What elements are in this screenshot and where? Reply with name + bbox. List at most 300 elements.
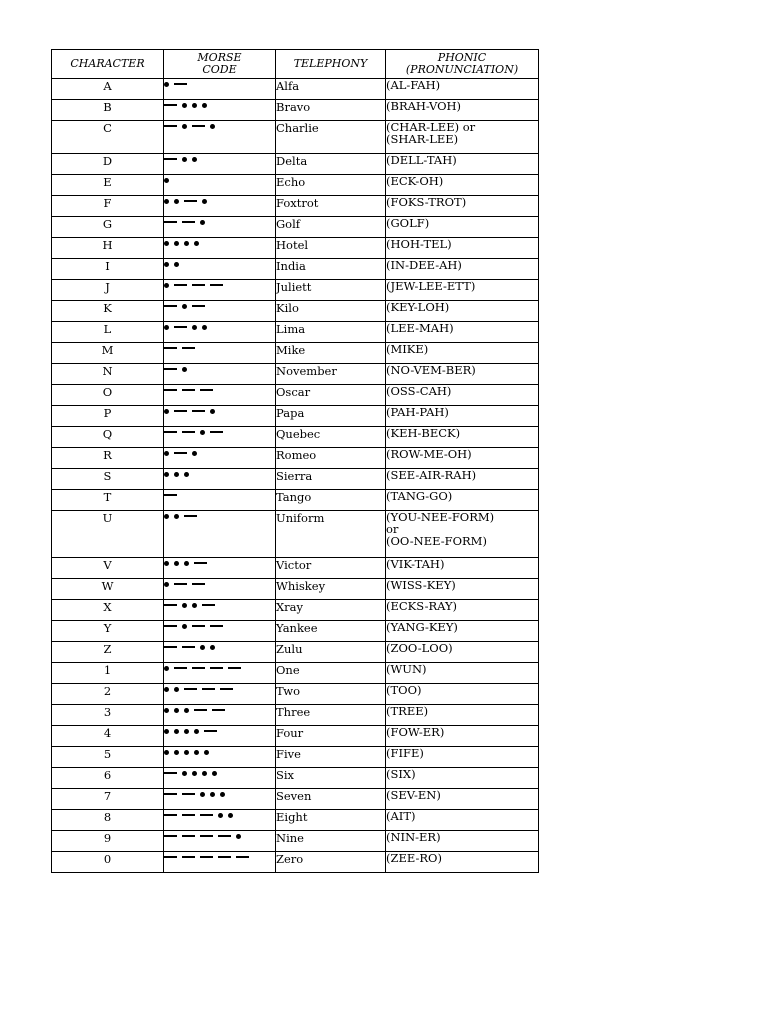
phonic-cell [386, 406, 539, 427]
morse-code-table [51, 49, 539, 873]
morse-dash-icon [184, 688, 197, 690]
morse-dot-icon [164, 750, 169, 755]
phonic-line: (LEE-MAH) [386, 321, 454, 335]
morse-dot-icon [164, 472, 169, 477]
telephony-cell: Foxtrot [276, 196, 386, 217]
table-row [52, 558, 539, 579]
phonic-line: (TANG-GO) [386, 489, 453, 503]
morse-code-symbols [164, 579, 275, 589]
morse-code-symbols [164, 511, 275, 521]
morse-dash-icon [164, 104, 177, 106]
morse-dash-icon [210, 431, 223, 433]
telephony-cell: Eight [276, 810, 386, 831]
telephony-cell: Seven [276, 789, 386, 810]
morse-dash-icon [236, 856, 249, 858]
morse-dot-icon [236, 834, 241, 839]
phonic-line: (FIFE) [386, 746, 424, 760]
phonic-cell [386, 100, 539, 121]
morse-dash-icon [192, 583, 205, 585]
telephony-cell: Uniform [276, 511, 386, 558]
morse-dot-icon [182, 603, 187, 608]
phonic-line: (KEH-BECK) [386, 426, 461, 440]
morse-dot-icon [164, 82, 169, 87]
phonic-line: (TREE) [386, 704, 429, 718]
telephony-cell: Three [276, 705, 386, 726]
morse-dot-icon [164, 582, 169, 587]
phonic-line: or [386, 522, 399, 536]
phonic-line: (OSS-CAH) [386, 384, 452, 398]
telephony-cell: Oscar [276, 385, 386, 406]
morse-dot-icon [164, 283, 169, 288]
morse-dash-icon [212, 709, 225, 711]
morse-dash-icon [218, 856, 231, 858]
morse-code-cell [164, 259, 276, 280]
telephony-cell: Whiskey [276, 579, 386, 600]
table-row [52, 364, 539, 385]
morse-code-cell [164, 642, 276, 663]
morse-code-symbols [164, 448, 275, 458]
morse-dash-icon [184, 200, 197, 202]
morse-dot-icon [200, 792, 205, 797]
morse-dash-icon [192, 125, 205, 127]
table-row [52, 684, 539, 705]
morse-dot-icon [174, 514, 179, 519]
morse-code-symbols [164, 684, 275, 694]
telephony-cell: Papa [276, 406, 386, 427]
morse-dot-icon [210, 409, 215, 414]
header-morse-code [164, 50, 276, 79]
phonic-cell [386, 322, 539, 343]
telephony-cell: Romeo [276, 448, 386, 469]
morse-dot-icon [202, 325, 207, 330]
morse-code-cell [164, 121, 276, 154]
telephony-cell: Four [276, 726, 386, 747]
phonic-line: (FOKS-TROT) [386, 195, 467, 209]
morse-dash-icon [164, 604, 177, 606]
morse-dash-icon [182, 221, 195, 223]
phonic-cell [386, 705, 539, 726]
character-cell: I [52, 259, 164, 280]
morse-dash-icon [174, 326, 187, 328]
morse-dot-icon [200, 430, 205, 435]
character-cell: 9 [52, 831, 164, 852]
morse-dot-icon [202, 771, 207, 776]
character-cell: C [52, 121, 164, 154]
morse-code-symbols [164, 196, 275, 206]
morse-dot-icon [192, 157, 197, 162]
morse-code-symbols [164, 490, 275, 500]
phonic-cell [386, 238, 539, 259]
morse-dash-icon [200, 814, 213, 816]
table-row [52, 726, 539, 747]
morse-dash-icon [174, 284, 187, 286]
morse-dash-icon [164, 389, 177, 391]
morse-dash-icon [164, 431, 177, 433]
phonic-line: (AIT) [386, 809, 416, 823]
morse-dash-icon [210, 284, 223, 286]
phonic-line: (ECKS-RAY) [386, 599, 458, 613]
character-cell: A [52, 79, 164, 100]
character-cell: O [52, 385, 164, 406]
character-cell: 5 [52, 747, 164, 768]
morse-dash-icon [200, 389, 213, 391]
table-row [52, 469, 539, 490]
morse-code-cell [164, 301, 276, 322]
morse-dot-icon [164, 241, 169, 246]
morse-code-cell [164, 364, 276, 385]
morse-code-symbols [164, 831, 275, 841]
phonic-line: (CHAR-LEE) or [386, 120, 476, 134]
phonic-cell [386, 511, 539, 558]
morse-code-cell [164, 852, 276, 873]
telephony-cell: Lima [276, 322, 386, 343]
morse-dash-icon [202, 688, 215, 690]
morse-dot-icon [184, 750, 189, 755]
telephony-cell: Zero [276, 852, 386, 873]
phonic-cell [386, 175, 539, 196]
character-cell: 2 [52, 684, 164, 705]
morse-dot-icon [192, 103, 197, 108]
morse-dot-icon [202, 103, 207, 108]
telephony-cell: Delta [276, 154, 386, 175]
morse-dot-icon [164, 708, 169, 713]
morse-code-symbols [164, 100, 275, 110]
morse-dash-icon [194, 562, 207, 564]
morse-dot-icon [194, 729, 199, 734]
morse-dot-icon [164, 178, 169, 183]
phonic-line: (SHAR-LEE) [386, 132, 459, 146]
table-row [52, 663, 539, 684]
phonic-line: (MIKE) [386, 342, 429, 356]
telephony-cell: Six [276, 768, 386, 789]
morse-dot-icon [182, 304, 187, 309]
phonic-line: (ECK-OH) [386, 174, 444, 188]
character-cell: T [52, 490, 164, 511]
morse-dash-icon [164, 494, 177, 496]
morse-dot-icon [164, 729, 169, 734]
telephony-cell: Zulu [276, 642, 386, 663]
morse-dot-icon [200, 645, 205, 650]
telephony-cell: India [276, 259, 386, 280]
morse-dash-icon [182, 835, 195, 837]
morse-dot-icon [174, 729, 179, 734]
morse-dot-icon [220, 792, 225, 797]
morse-code-cell [164, 280, 276, 301]
morse-code-cell [164, 747, 276, 768]
character-cell: 8 [52, 810, 164, 831]
phonic-cell [386, 684, 539, 705]
morse-dash-icon [210, 667, 223, 669]
morse-code-cell [164, 621, 276, 642]
morse-code-symbols [164, 747, 275, 757]
morse-dot-icon [210, 792, 215, 797]
header-morse-line1: MORSE [197, 51, 242, 64]
header-character-label: CHARACTER [70, 57, 145, 70]
morse-dot-icon [192, 325, 197, 330]
phonic-cell [386, 79, 539, 100]
phonic-cell [386, 343, 539, 364]
phonic-line: (ROW-ME-OH) [386, 447, 472, 461]
morse-code-cell [164, 810, 276, 831]
telephony-cell: Alfa [276, 79, 386, 100]
morse-dot-icon [182, 624, 187, 629]
morse-dot-icon [184, 729, 189, 734]
character-cell: Q [52, 427, 164, 448]
morse-code-symbols [164, 558, 275, 568]
phonic-line: (TOO) [386, 683, 422, 697]
morse-dot-icon [164, 561, 169, 566]
morse-dot-icon [192, 451, 197, 456]
morse-dot-icon [174, 472, 179, 477]
telephony-cell: Nine [276, 831, 386, 852]
morse-code-cell [164, 768, 276, 789]
phonic-cell [386, 747, 539, 768]
morse-dash-icon [194, 709, 207, 711]
morse-dot-icon [164, 199, 169, 204]
header-character [52, 50, 164, 79]
table-row [52, 511, 539, 558]
telephony-cell: Yankee [276, 621, 386, 642]
phonic-line: (DELL-TAH) [386, 153, 457, 167]
morse-code-symbols [164, 154, 275, 164]
character-cell: Y [52, 621, 164, 642]
telephony-cell: Juliett [276, 280, 386, 301]
morse-dash-icon [164, 221, 177, 223]
morse-dash-icon [202, 604, 215, 606]
morse-dash-icon [192, 410, 205, 412]
morse-dot-icon [184, 561, 189, 566]
character-cell: F [52, 196, 164, 217]
table-row [52, 217, 539, 238]
phonic-cell [386, 196, 539, 217]
character-cell: R [52, 448, 164, 469]
character-cell: 1 [52, 663, 164, 684]
morse-code-cell [164, 427, 276, 448]
phonic-line: (OO-NEE-FORM) [386, 534, 487, 548]
phonic-cell [386, 427, 539, 448]
morse-dot-icon [164, 262, 169, 267]
morse-dash-icon [218, 835, 231, 837]
character-cell: J [52, 280, 164, 301]
phonic-cell [386, 600, 539, 621]
morse-dot-icon [192, 603, 197, 608]
phonic-cell [386, 852, 539, 873]
phonic-cell [386, 768, 539, 789]
character-cell: V [52, 558, 164, 579]
morse-dash-icon [182, 814, 195, 816]
telephony-cell: Kilo [276, 301, 386, 322]
morse-dot-icon [182, 157, 187, 162]
morse-code-symbols [164, 663, 275, 673]
morse-dash-icon [164, 368, 177, 370]
phonic-line: (YANG-KEY) [386, 620, 458, 634]
morse-dash-icon [200, 835, 213, 837]
morse-dot-icon [210, 124, 215, 129]
morse-code-cell [164, 600, 276, 621]
character-cell: P [52, 406, 164, 427]
phonic-cell [386, 448, 539, 469]
morse-dash-icon [164, 125, 177, 127]
phonic-cell [386, 364, 539, 385]
telephony-cell: Charlie [276, 121, 386, 154]
phonic-line: (WUN) [386, 662, 427, 676]
morse-code-symbols [164, 175, 275, 185]
character-cell: D [52, 154, 164, 175]
morse-dash-icon [192, 667, 205, 669]
phonic-line: (KEY-LOH) [386, 300, 450, 314]
table-row [52, 154, 539, 175]
morse-dash-icon [182, 389, 195, 391]
morse-dot-icon [164, 514, 169, 519]
morse-code-symbols [164, 427, 275, 437]
phonic-line: (BRAH-VOH) [386, 99, 462, 113]
morse-code-cell [164, 558, 276, 579]
morse-dot-icon [228, 813, 233, 818]
morse-dash-icon [192, 305, 205, 307]
morse-dash-icon [174, 452, 187, 454]
header-phonic-line1: PHONIC [437, 51, 487, 64]
morse-code-cell [164, 579, 276, 600]
morse-dash-icon [182, 347, 195, 349]
table-row [52, 259, 539, 280]
morse-code-symbols [164, 642, 275, 652]
morse-dash-icon [210, 625, 223, 627]
telephony-cell: Tango [276, 490, 386, 511]
phonic-cell [386, 789, 539, 810]
telephony-cell: Quebec [276, 427, 386, 448]
phonic-cell [386, 810, 539, 831]
telephony-cell: Hotel [276, 238, 386, 259]
morse-dot-icon [174, 561, 179, 566]
morse-code-cell [164, 726, 276, 747]
phonic-line: (WISS-KEY) [386, 578, 456, 592]
phonic-line: (ZEE-RO) [386, 851, 442, 865]
morse-code-symbols [164, 789, 275, 799]
phonic-cell [386, 726, 539, 747]
table-row [52, 621, 539, 642]
morse-dash-icon [200, 856, 213, 858]
morse-code-symbols [164, 621, 275, 631]
table-row [52, 810, 539, 831]
morse-code-cell [164, 490, 276, 511]
phonic-cell [386, 642, 539, 663]
morse-dash-icon [164, 305, 177, 307]
table-row [52, 238, 539, 259]
morse-dot-icon [184, 472, 189, 477]
table-row [52, 343, 539, 364]
morse-dash-icon [204, 730, 217, 732]
morse-dot-icon [174, 750, 179, 755]
header-telephony-label: TELEPHONY [293, 57, 368, 70]
telephony-cell: Bravo [276, 100, 386, 121]
morse-dash-icon [182, 856, 195, 858]
telephony-cell: Golf [276, 217, 386, 238]
morse-code-cell [164, 789, 276, 810]
morse-dash-icon [184, 515, 197, 517]
phonic-line: (NO-VEM-BER) [386, 363, 476, 377]
morse-dash-icon [174, 667, 187, 669]
telephony-cell: Two [276, 684, 386, 705]
character-cell: L [52, 322, 164, 343]
morse-dash-icon [164, 158, 177, 160]
morse-dot-icon [194, 750, 199, 755]
header-morse-line2: CODE [202, 63, 237, 76]
table-row [52, 196, 539, 217]
table-row [52, 579, 539, 600]
phonic-line: (IN-DEE-AH) [386, 258, 462, 272]
morse-dot-icon [174, 262, 179, 267]
morse-dash-icon [164, 856, 177, 858]
morse-code-cell [164, 511, 276, 558]
phonic-cell [386, 280, 539, 301]
phonic-line: (JEW-LEE-ETT) [386, 279, 476, 293]
morse-dot-icon [174, 199, 179, 204]
morse-dot-icon [174, 687, 179, 692]
morse-dash-icon [192, 625, 205, 627]
phonic-line: (YOU-NEE-FORM) [386, 510, 495, 524]
phonic-line: (SEV-EN) [386, 788, 441, 802]
telephony-cell: Victor [276, 558, 386, 579]
phonic-cell [386, 217, 539, 238]
morse-code-symbols [164, 810, 275, 820]
table-row [52, 427, 539, 448]
table-row [52, 406, 539, 427]
morse-dot-icon [184, 708, 189, 713]
table-row [52, 79, 539, 100]
morse-code-cell [164, 469, 276, 490]
character-cell: H [52, 238, 164, 259]
phonic-line: (NIN-ER) [386, 830, 441, 844]
phonic-line: (PAH-PAH) [386, 405, 449, 419]
morse-dash-icon [182, 431, 195, 433]
morse-code-symbols [164, 364, 275, 374]
morse-dash-icon [164, 625, 177, 627]
character-cell: M [52, 343, 164, 364]
telephony-cell: Sierra [276, 469, 386, 490]
character-cell: S [52, 469, 164, 490]
morse-dot-icon [204, 750, 209, 755]
character-cell: U [52, 511, 164, 558]
table-row [52, 100, 539, 121]
morse-code-symbols [164, 217, 275, 227]
character-cell: Z [52, 642, 164, 663]
morse-code-symbols [164, 121, 275, 131]
phonic-cell [386, 154, 539, 175]
morse-code-cell [164, 705, 276, 726]
morse-dash-icon [164, 347, 177, 349]
phonic-line: (FOW-ER) [386, 725, 445, 739]
character-cell: 0 [52, 852, 164, 873]
header-telephony [276, 50, 386, 79]
phonic-cell [386, 579, 539, 600]
morse-code-symbols [164, 301, 275, 311]
table-row [52, 490, 539, 511]
table-row [52, 600, 539, 621]
character-cell: W [52, 579, 164, 600]
morse-dash-icon [174, 83, 187, 85]
phonic-line: (GOLF) [386, 216, 430, 230]
morse-dot-icon [210, 645, 215, 650]
morse-code-symbols [164, 469, 275, 479]
morse-code-symbols [164, 280, 275, 290]
morse-code-cell [164, 79, 276, 100]
morse-code-symbols [164, 852, 275, 862]
morse-code-symbols [164, 406, 275, 416]
morse-dash-icon [228, 667, 241, 669]
morse-dash-icon [164, 835, 177, 837]
character-cell: X [52, 600, 164, 621]
morse-code-symbols [164, 259, 275, 269]
